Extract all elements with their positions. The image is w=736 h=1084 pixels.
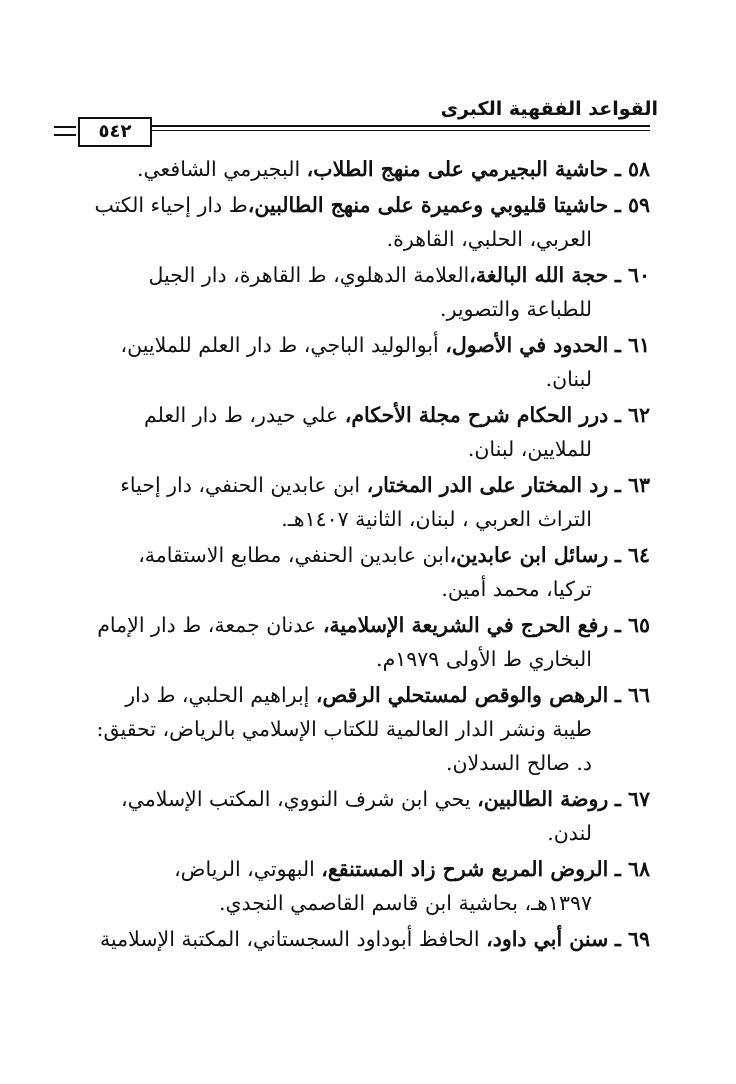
reference-continuation: تركيا، محمد أمين. [441, 577, 592, 601]
reference-number: ٦٥ ـ [614, 613, 650, 637]
reference-item [72, 852, 650, 920]
reference-number: ٥٨ ـ [614, 157, 650, 181]
page-number: ٥٤٢ [78, 117, 152, 147]
reference-number: ٦٨ ـ [614, 857, 650, 881]
reference-title: روضة الطالبين، [477, 787, 609, 811]
reference-details: عدنان جمعة، ط دار الإمام [97, 613, 323, 637]
reference-number: ٦٦ ـ [614, 683, 650, 707]
reference-title: حاشيتا قليوبي وعميرة على منهج الطالبين، [247, 193, 609, 217]
reference-details: يحي ابن شرف النووي، المكتب الإسلامي، [121, 787, 478, 811]
reference-continuation: للملايين، لبنان. [467, 437, 592, 461]
reference-title: الرهص والوقص لمستحلي الرقص، [315, 683, 609, 707]
reference-item [72, 468, 650, 536]
reference-continuation: للطباعة والتصوير. [440, 297, 592, 321]
reference-number: ٦٣ ـ [614, 473, 650, 497]
reference-continuation: لبنان. [545, 367, 592, 391]
reference-continuation: ١٣٩٧هـ، بحاشية ابن قاسم القاصمي النجدي. [218, 891, 592, 915]
reference-item [72, 782, 650, 850]
reference-number: ٥٩ ـ [614, 193, 650, 217]
reference-title: الحدود في الأصول، [445, 333, 609, 357]
reference-item [72, 152, 650, 186]
reference-number: ٦٢ ـ [614, 403, 650, 427]
reference-number: ٦٧ ـ [614, 787, 650, 811]
reference-details: علي حيدر، ط دار العلم [143, 403, 345, 427]
reference-details: ابن عابدين الحنفي، مطابع الاستقامة، [138, 543, 450, 567]
reference-item [72, 398, 650, 466]
reference-continuation: لندن. [547, 821, 592, 845]
reference-continuation: البخاري ط الأولى ١٩٧٩م. [376, 647, 592, 671]
reference-details: العلامة الدهلوي، ط القاهرة، دار الجيل [148, 263, 470, 287]
reference-item [72, 922, 650, 956]
reference-item [72, 538, 650, 606]
reference-title: حجة الله البالغة، [469, 263, 609, 287]
reference-continuation: طيبة ونشر الدار العالمية للكتاب الإسلامي بالرياض، تحقيق: [96, 717, 592, 741]
reference-number: ٦٤ ـ [614, 543, 650, 567]
reference-continuation: التراث العربي ، لبنان، الثانية ١٤٠٧هـ. [281, 507, 592, 531]
reference-title: الروض المربع شرح زاد المستنقع، [321, 857, 609, 881]
running-header [78, 98, 658, 148]
header-rule [78, 125, 650, 127]
reference-details: البهوتي، الرياض، [174, 857, 322, 881]
reference-title: حاشية البجيرمي على منهج الطلاب، [306, 157, 609, 181]
reference-item [72, 678, 650, 780]
reference-title: سنن أبي داود، [486, 927, 609, 951]
book-title: القواعد الفقهية الكبرى [440, 98, 658, 120]
reference-continuation: د. صالح السدلان. [445, 751, 592, 775]
reference-continuation: العربي، الحلبي، القاهرة. [386, 227, 592, 251]
reference-details: البجيرمي الشافعي. [136, 157, 307, 181]
page-number-ornament [54, 126, 76, 136]
reference-details: ط دار إحياء الكتب [94, 193, 248, 217]
header-rule-thin [78, 130, 650, 131]
reference-details: الحافظ أبوداود السجستاني، المكتبة الإسلامية [99, 927, 487, 951]
reference-item [72, 188, 650, 256]
reference-number: ٦١ ـ [614, 333, 650, 357]
reference-details: أبوالوليد الباجي، ط دار العلم للملايين، [120, 333, 446, 357]
reference-item [72, 608, 650, 676]
reference-title: رسائل ابن عابدين، [449, 543, 609, 567]
reference-title: رد المختار على الدر المختار، [366, 473, 609, 497]
reference-list [72, 152, 650, 958]
reference-number: ٦٠ ـ [614, 263, 650, 287]
reference-details: إبراهيم الحلبي، ط دار [125, 683, 316, 707]
reference-item [72, 258, 650, 326]
reference-number: ٦٩ ـ [614, 927, 650, 951]
reference-title: رفع الحرج في الشريعة الإسلامية، [322, 613, 609, 637]
reference-title: درر الحكام شرح مجلة الأحكام، [344, 403, 609, 427]
reference-details: ابن عابدين الحنفي، دار إحياء [120, 473, 367, 497]
reference-item [72, 328, 650, 396]
